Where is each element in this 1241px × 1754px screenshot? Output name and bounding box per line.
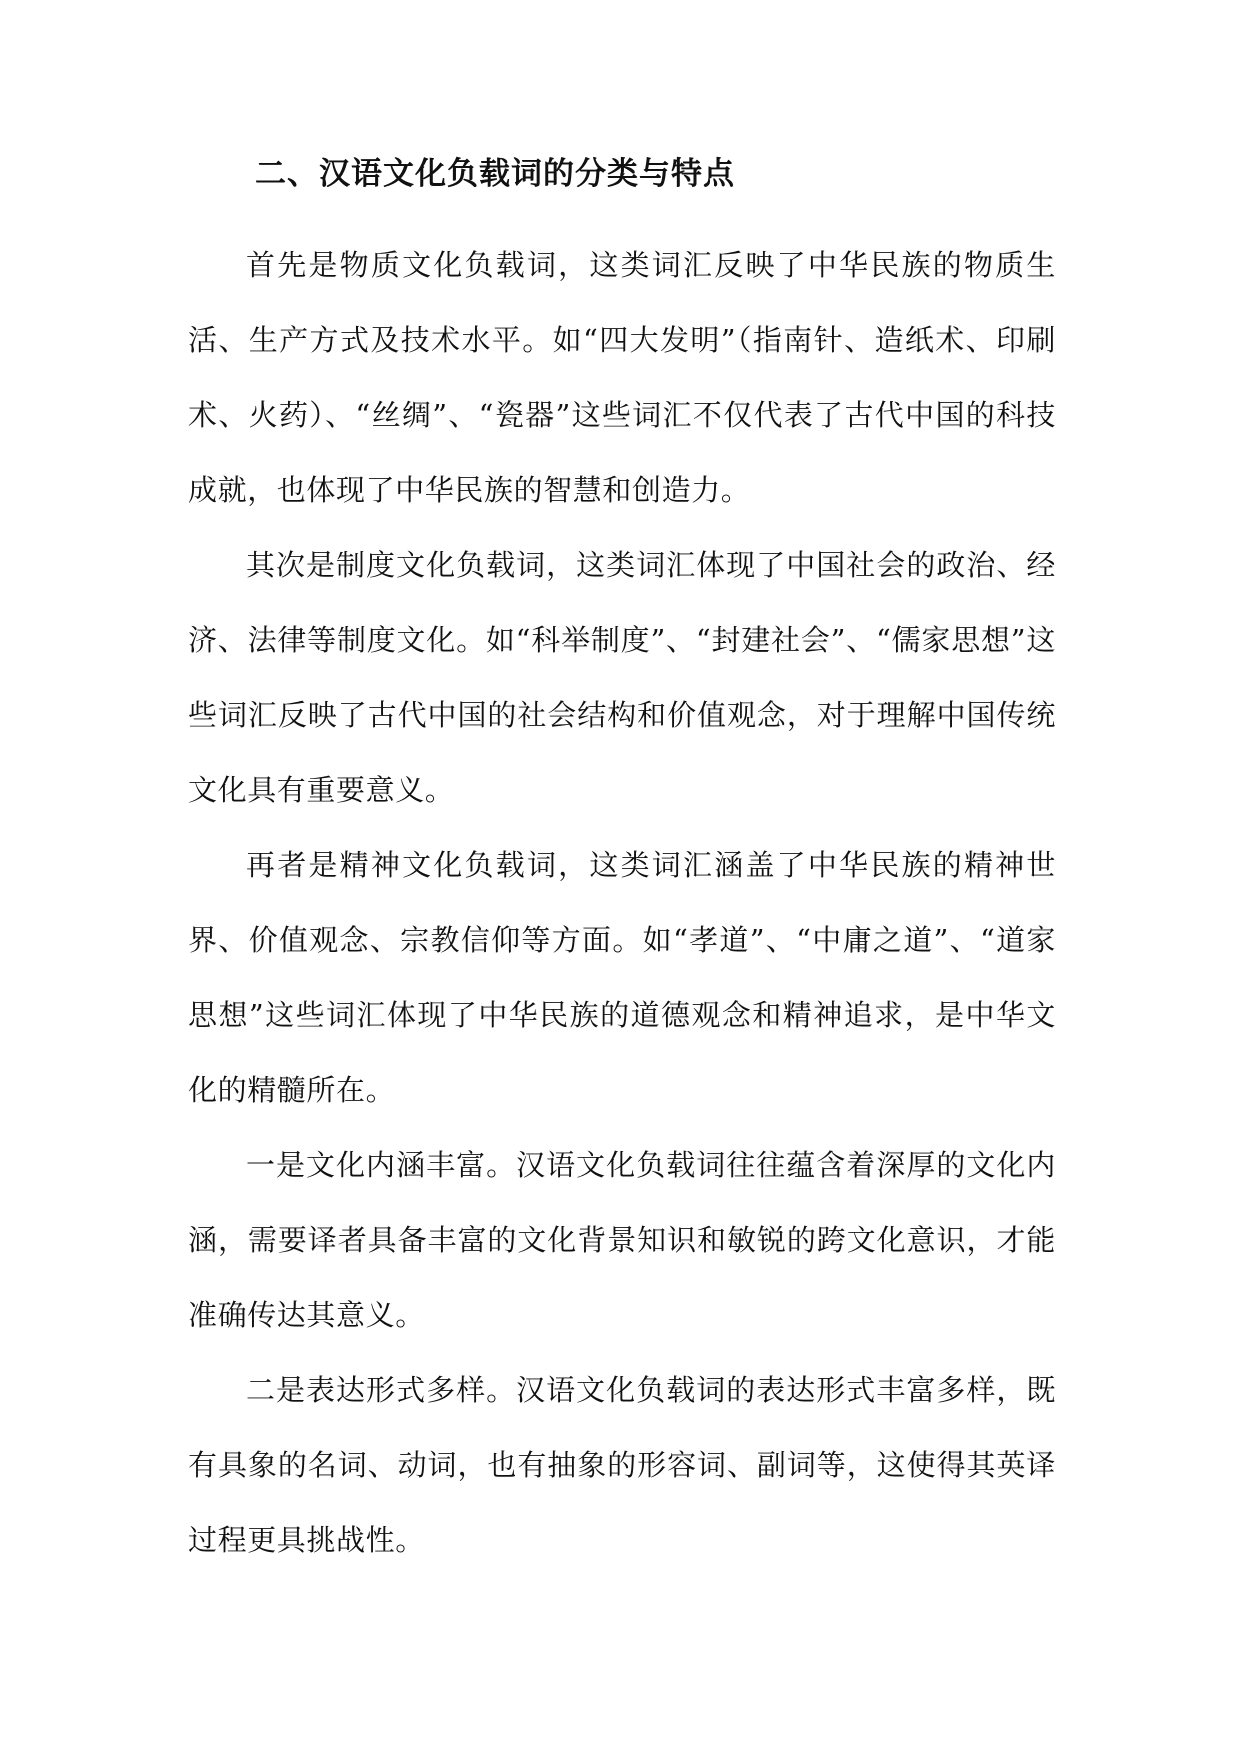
section-heading: 二、汉语文化负载词的分类与特点 [255, 156, 735, 192]
paragraph-diverse-expression: 二是表达形式多样。汉语文化负载词的表达形式丰富多样，既有具象的名词、动词，也有抽象的形容词、副词等，这使得其英译过程更具挑战性。 [188, 1373, 1056, 1557]
paragraph-institutional-culture: 其次是制度文化负载词，这类词汇体现了中国社会的政治、经济、法律等制度文化。如“科举制度”、“封建社会”、“儒家思想”这些词汇反映了古代中国的社会结构和价值观念，对于理解中国传统文化具有重要意义。 [188, 548, 1056, 807]
document-body [188, 140, 1056, 1578]
paragraph-rich-connotation: 一是文化内涵丰富。汉语文化负载词往往蕴含着深厚的文化内涵，需要译者具备丰富的文化背景知识和敏锐的跨文化意识，才能准确传达其意义。 [188, 1148, 1056, 1332]
paragraph-material-culture: 首先是物质文化负载词，这类词汇反映了中华民族的物质生活、生产方式及技术水平。如“四大发明”（指南针、造纸术、印刷术、火药）、“丝绸”、“瓷器”这些词汇不仅代表了古代中国的科技成就，也体现了中华民族的智慧和创造力。 [188, 248, 1056, 507]
paragraph-spiritual-culture: 再者是精神文化负载词，这类词汇涵盖了中华民族的精神世界、价值观念、宗教信仰等方面。如“孝道”、“中庸之道”、“道家思想”这些词汇体现了中华民族的道德观念和精神追求，是中华文化的精髓所在。 [188, 848, 1056, 1107]
